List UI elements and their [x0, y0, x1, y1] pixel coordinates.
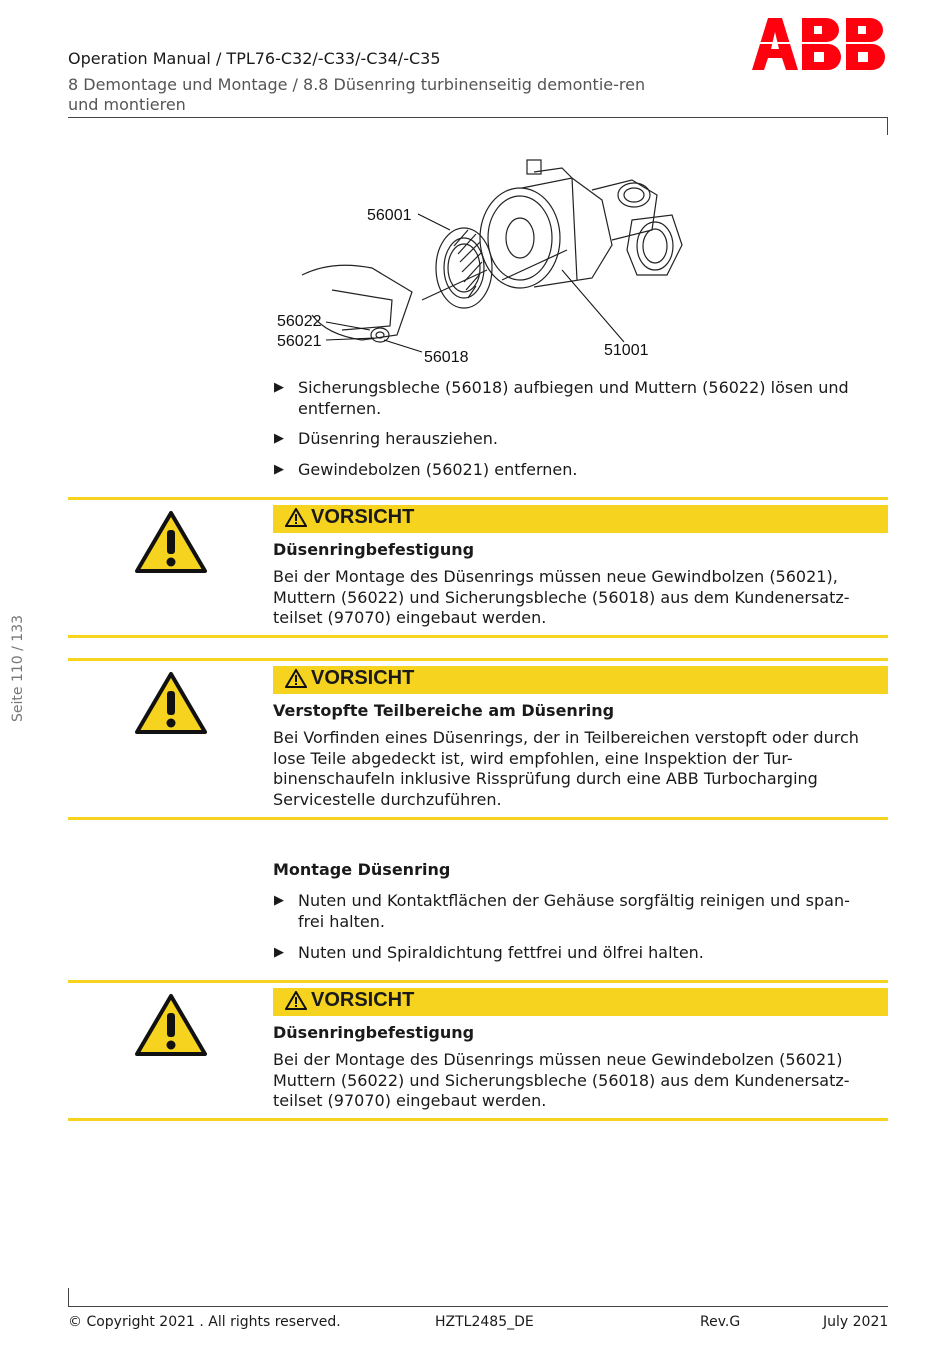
figure-label-56018: 56018	[424, 349, 469, 366]
warning-signal	[285, 506, 414, 529]
figure-label-51001: 51001	[604, 342, 649, 359]
step-text: Nuten und Spiraldichtung fettfrei und ölfrei halten.	[298, 943, 704, 962]
bullet-arrow-icon: ▶	[274, 380, 284, 395]
warning-heading: Düsenringbefestigung	[273, 540, 475, 559]
list-item	[274, 890, 874, 932]
exploded-view-figure	[272, 150, 702, 370]
list-item	[274, 428, 874, 449]
footer-divider	[68, 1306, 888, 1307]
page-number: Seite 110 / 133	[10, 614, 26, 722]
figure-label-56022: 56022	[277, 313, 322, 330]
bullet-arrow-icon: ▶	[274, 431, 284, 446]
warning-small-icon	[285, 669, 307, 688]
bullet-arrow-icon: ▶	[274, 945, 284, 960]
warning-top-rule	[68, 980, 888, 983]
warning-bottom-rule	[68, 817, 888, 820]
warning-small-icon	[285, 991, 307, 1010]
step-text: Düsenring herausziehen.	[298, 429, 498, 448]
list-item	[274, 377, 874, 419]
header-divider	[68, 117, 888, 118]
bullet-arrow-icon: ▶	[274, 893, 284, 908]
release-date: July 2021	[823, 1314, 889, 1330]
warning-heading: Verstopfte Teilbereiche am Düsenring	[273, 701, 615, 720]
figure-label-56021: 56021	[277, 333, 322, 350]
warning-body: Bei der Montage des Düsenrings müssen neue Gewindebolzen (56021) Muttern (56022) und Sicherungsbleche (56018) aus dem Kundenersatz-teilset (97070) eingebaut werden.	[273, 1050, 850, 1110]
warning-signal-bar	[273, 666, 888, 694]
figure-label-56001: 56001	[367, 207, 412, 224]
warning-top-rule	[68, 497, 888, 500]
section-heading: Montage Düsenring	[273, 860, 451, 879]
copyright: © Copyright 2021 . All rights reserved.	[68, 1314, 341, 1330]
warning-top-rule	[68, 658, 888, 661]
warning-bottom-rule	[68, 635, 888, 638]
warning-signal-bar	[273, 988, 888, 1016]
warning-signal	[285, 667, 414, 690]
warning-bottom-rule	[68, 1118, 888, 1121]
warning-small-icon	[285, 508, 307, 527]
abb-logo	[752, 18, 888, 70]
warning-signal-bar	[273, 505, 888, 533]
warning-signal-word: VORSICHT	[311, 667, 415, 689]
bullet-arrow-icon: ▶	[274, 462, 284, 477]
step-text: Gewindebolzen (56021) entfernen.	[298, 460, 578, 479]
warning-triangle-icon	[135, 510, 207, 574]
revision: Rev.G	[700, 1314, 741, 1330]
footer-divider-tick	[68, 1288, 69, 1306]
header-divider-tick	[887, 117, 888, 135]
warning-triangle-icon	[135, 993, 207, 1057]
step-text: Sicherungsbleche (56018) aufbiegen und Muttern (56022) lösen und entfernen.	[298, 378, 849, 418]
warning-body: Bei Vorfinden eines Düsenrings, der in Teilbereichen verstopft oder durch lose Teile abgedeckt ist, wird empfohlen, eine Inspektion der Tur-binenschaufeln inklusive Rissprüfung durch eine ABB Turbocharging Servicestelle durchzuführen.	[273, 728, 859, 809]
warning-triangle-icon	[135, 671, 207, 735]
warning-body: Bei der Montage des Düsenrings müssen neue Gewindbolzen (56021), Muttern (56022) und Sicherungsbleche (56018) aus dem Kundenersatz-teilset (97070) eingebaut werden.	[273, 567, 850, 627]
document-title: Operation Manual / TPL76-C32/-C33/-C34/-C35	[68, 49, 441, 68]
section-breadcrumb: 8 Demontage und Montage / 8.8 Düsenring turbinenseitig demontie-ren und montieren	[68, 75, 646, 114]
warning-heading: Düsenringbefestigung	[273, 1023, 475, 1042]
warning-signal-word: VORSICHT	[311, 506, 415, 528]
warning-signal	[285, 989, 414, 1012]
warning-signal-word: VORSICHT	[311, 989, 415, 1011]
document-id: HZTL2485_DE	[435, 1314, 534, 1330]
list-item	[274, 942, 874, 963]
list-item	[274, 459, 874, 480]
step-text: Nuten und Kontaktflächen der Gehäuse sorgfältig reinigen und span-frei halten.	[298, 891, 850, 931]
